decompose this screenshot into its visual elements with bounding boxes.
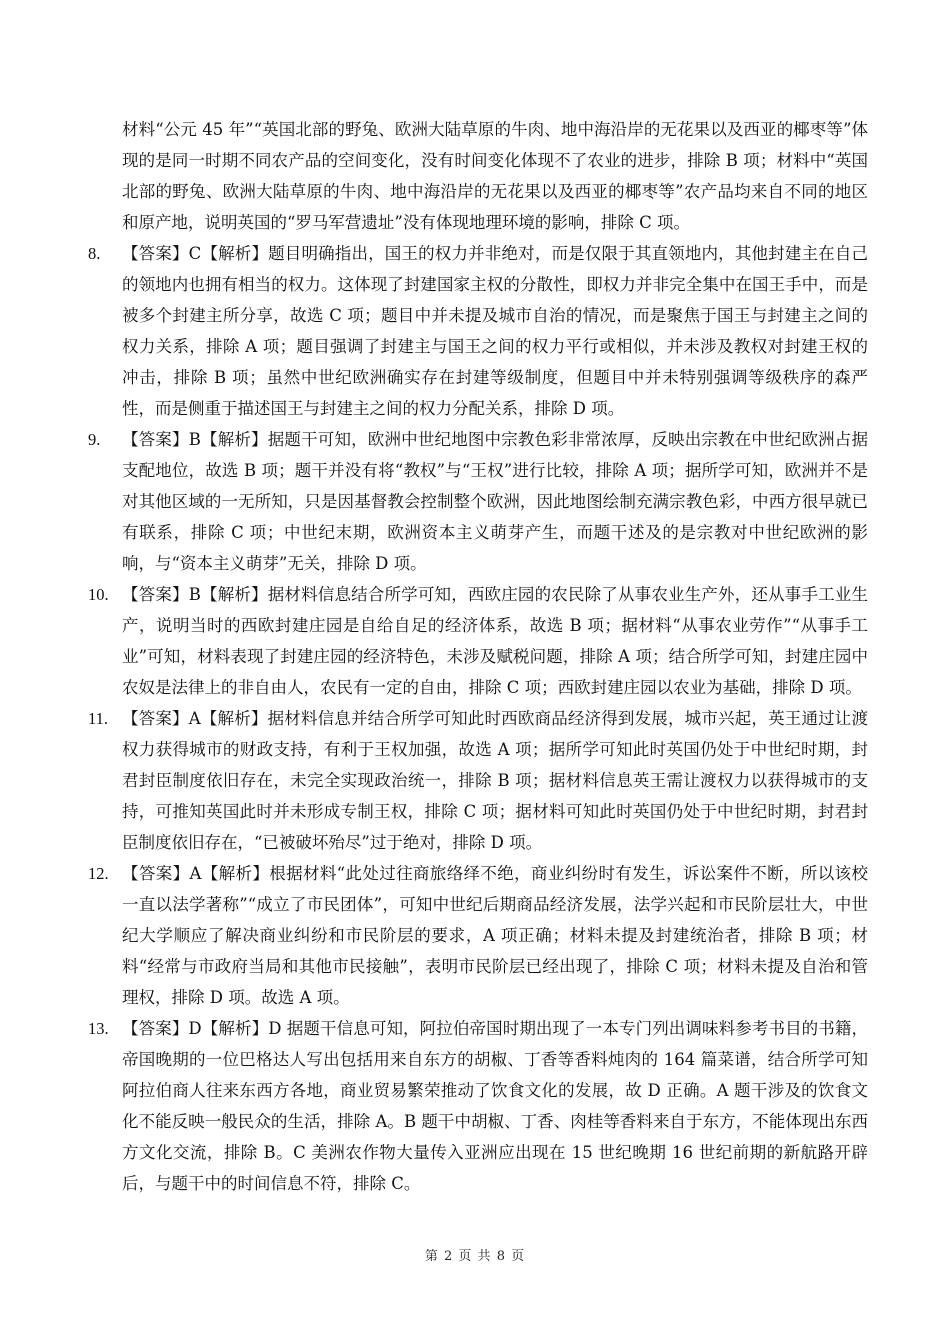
page-content <box>88 114 868 1199</box>
item-number: 9. <box>88 430 101 449</box>
answer-item-12 <box>88 858 868 1013</box>
page-footer: 第 2 页 共 8 页 <box>424 1249 526 1264</box>
answer-item-8 <box>88 238 868 424</box>
answer-item-11 <box>88 703 868 858</box>
answer-item-13 <box>88 1013 868 1199</box>
item-text: 【答案】B【解析】据题干可知，欧洲中世纪地图中宗教色彩非常浓厚，反映出宗教在中世纪欧洲占据支配地位，故选 B 项；题干并没有将“教权”与“王权”进行比较，排除 A 项；据所学可知，欧洲并不是对其他区域的一无所知，只是因基督教会控制整个欧洲，因此地图绘制充满宗教色彩，中西方很早就已有联系，排除 C 项；中世纪末期，欧洲资本主义萌芽产生，而题干述及的是宗教对中世纪欧洲的影响，与“资本主义萌芽”无关，排除 D 项。 <box>122 430 868 573</box>
item-number: 11. <box>88 709 109 728</box>
answer-item-10 <box>88 579 868 703</box>
item-text: 【答案】B【解析】据材料信息结合所学可知，西欧庄园的农民除了从事农业生产外，还从事手工业生产，说明当时的西欧封建庄园是自给自足的经济体系，故选 B 项；据材料“从事农业劳作”“从事手工业”可知，材料表现了封建庄园的经济特色，未涉及赋税问题，排除 A 项；结合所学可知，封建庄园中农奴是法律上的非自由人，农民有一定的自由，排除 C 项；西欧封建庄园以农业为基础，排除 D 项。 <box>122 585 868 697</box>
item-number: 12. <box>88 864 109 883</box>
continued-paragraph: 材料“公元 45 年”“英国北部的野兔、欧洲大陆草原的牛肉、地中海沿岸的无花果以及西亚的椰枣等”体现的是同一时期不同农产品的空间变化，没有时间变化体现不了农业的进步，排除 B 项；材料中“英国北部的野兔、欧洲大陆草原的牛肉、地中海沿岸的无花果以及西亚的椰枣等”农产品均来自不同的地区和原产地，说明英国的“罗马军营遗址”没有体现地理环境的影响，排除 C 项。 <box>122 120 868 232</box>
item-text: 【答案】D【解析】D 据题干信息可知，阿拉伯帝国时期出现了一本专门列出调味料参考书目的书籍，帝国晚期的一位巴格达人写出包括用来自东方的胡椒、丁香等香料炖肉的 164 篇菜谱，结合所学可知阿拉伯商人往来东西方各地，商业贸易繁荣推动了饮食文化的发展，故 D 正确。A 题干涉及的饮食文化不能反映一般民众的生活，排除 A。B 题干中胡椒、丁香、肉桂等香料来自于东方，不能体现出东西方文化交流，排除 B。C 美洲农作物大量传入亚洲应出现在 15 世纪晚期 16 世纪前期的新航路开辟后，与题干中的时间信息不符，排除 C。 <box>122 1019 868 1193</box>
item-number: 10. <box>88 585 109 604</box>
answer-item-9 <box>88 424 868 579</box>
item-text: 【答案】C【解析】题目明确指出，国王的权力并非绝对，而是仅限于其直领地内，其他封建主在自己的领地内也拥有相当的权力。这体现了封建国家主权的分散性，即权力并非完全集中在国王手中，而是被多个封建主所分享，故选 C 项；题目中并未提及城市自治的情况，而是聚焦于国王与封建主之间的权力关系，排除 A 项；题目强调了封建主与国王之间的权力平行或相似，并未涉及教权对封建王权的冲击，排除 B 项；虽然中世纪欧洲确实存在封建等级制度，但题目中并未特别强调等级秩序的森严性，而是侧重于描述国王与封建主之间的权力分配关系，排除 D 项。 <box>122 244 868 418</box>
item-number: 8. <box>88 244 101 263</box>
item-text: 【答案】A【解析】据材料信息并结合所学可知此时西欧商品经济得到发展，城市兴起，英王通过让渡权力获得城市的财政支持，有利于王权加强，故选 A 项；据所学可知此时英国仍处于中世纪时期，封君封臣制度依旧存在，未完全实现政治统一，排除 B 项；据材料信息英王需让渡权力以获得城市的支持，可推知英国此时并未形成专制王权，排除 C 项；据材料可知此时英国仍处于中世纪时期，封君封臣制度依旧存在，“已被破坏殆尽”过于绝对，排除 D 项。 <box>122 709 868 852</box>
item-text: 【答案】A【解析】根据材料“此处过往商旅络绎不绝，商业纠纷时有发生，诉讼案件不断，所以该校一直以法学著称”“成立了市民团体”，可知中世纪后期商品经济发展，法学兴起和市民阶层壮大，中世纪大学顺应了解决商业纠纷和市民阶层的要求，A 项正确；材料未提及封建统治者，排除 B 项；材料“经常与市政府当局和其他市民接触”，表明市民阶层已经出现了，排除 C 项；材料未提及自治和管理权，排除 D 项。故选 A 项。 <box>122 864 868 1007</box>
item-number: 13. <box>88 1019 109 1038</box>
